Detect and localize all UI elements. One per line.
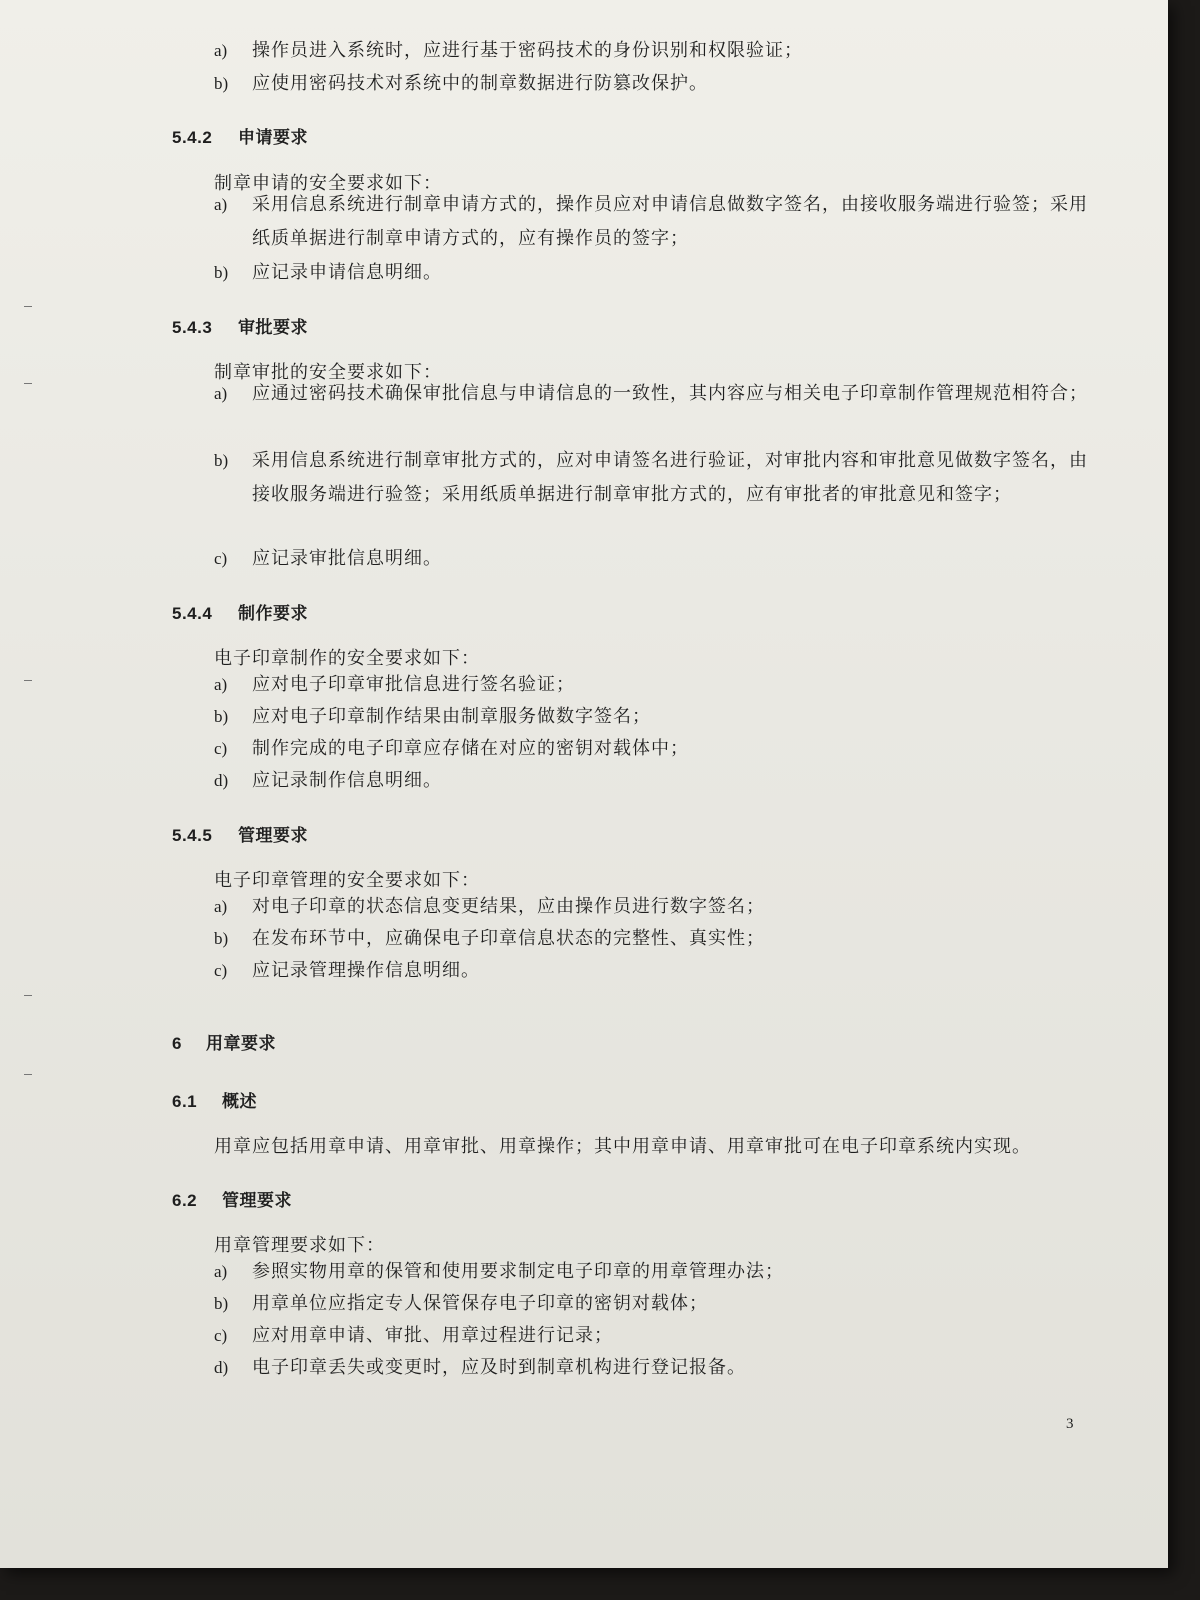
item-text: 应记录审批信息明细。 bbox=[252, 548, 442, 569]
item-text: 对电子印章的状态信息变更结果，应由操作员进行数字签名； bbox=[252, 896, 765, 917]
binding-mark bbox=[24, 995, 32, 996]
item-label: c) bbox=[214, 1326, 228, 1345]
item-label: c) bbox=[214, 739, 228, 758]
section-heading-5-4-4 bbox=[172, 599, 308, 624]
item-text: 采用信息系统进行制章申请方式的，操作员应对申请信息做数字签名，由接收服务端进行验签；采用纸质单据进行制章申请方式的，应有操作员的签字； bbox=[252, 194, 1088, 249]
section-heading-5-4-2 bbox=[172, 123, 308, 148]
list-item bbox=[214, 377, 1094, 411]
section-title: 制作要求 bbox=[238, 604, 308, 624]
item-text: 应使用密码技术对系统中的制章数据进行防篡改保护。 bbox=[252, 73, 708, 94]
section-number: 6.1 bbox=[172, 1092, 198, 1111]
section-number: 5.4.2 bbox=[172, 128, 213, 147]
section-heading-5-4-5 bbox=[172, 821, 308, 846]
item-label: b) bbox=[214, 263, 229, 282]
item-label: c) bbox=[214, 549, 228, 568]
binding-mark bbox=[24, 1074, 32, 1075]
item-text: 应对电子印章制作结果由制章服务做数字签名； bbox=[252, 706, 651, 727]
list-item bbox=[214, 542, 1094, 576]
item-label: a) bbox=[214, 195, 228, 214]
item-text: 应对电子印章审批信息进行签名验证； bbox=[252, 674, 575, 695]
section-heading-5-4-3 bbox=[172, 313, 308, 338]
item-label: b) bbox=[214, 451, 229, 470]
list-item bbox=[214, 890, 1094, 924]
item-text: 操作员进入系统时，应进行基于密码技术的身份识别和权限验证； bbox=[252, 40, 803, 61]
page-number: 3 bbox=[1066, 1416, 1074, 1432]
item-label: d) bbox=[214, 771, 229, 790]
list-item bbox=[214, 954, 1094, 988]
section-title: 审批要求 bbox=[238, 318, 308, 338]
item-label: b) bbox=[214, 74, 229, 93]
section-number: 5.4.4 bbox=[172, 604, 213, 623]
item-text: 应记录制作信息明细。 bbox=[252, 770, 442, 791]
section-title: 概述 bbox=[222, 1092, 257, 1112]
item-text: 应对用章申请、审批、用章过程进行记录； bbox=[252, 1325, 613, 1346]
list-item bbox=[214, 188, 1094, 256]
section-number: 6 bbox=[172, 1034, 182, 1053]
list-item bbox=[214, 732, 1094, 766]
item-text: 应记录管理操作信息明细。 bbox=[252, 960, 480, 981]
list-item bbox=[214, 1287, 1094, 1321]
list-item bbox=[214, 668, 1094, 702]
item-label: b) bbox=[214, 1294, 229, 1313]
item-text: 应通过密码技术确保审批信息与申请信息的一致性，其内容应与相关电子印章制作管理规范相符合； bbox=[252, 383, 1088, 404]
item-label: c) bbox=[214, 961, 228, 980]
section-title: 管理要求 bbox=[238, 826, 308, 846]
list-item bbox=[214, 764, 1094, 798]
section-intro: 电子印章管理的安全要求如下： bbox=[214, 870, 480, 891]
item-label: a) bbox=[214, 675, 228, 694]
section-heading-6-1 bbox=[172, 1087, 257, 1112]
section-title: 申请要求 bbox=[238, 128, 308, 148]
item-text: 采用信息系统进行制章审批方式的，应对申请签名进行验证，对审批内容和审批意见做数字签名，由接收服务端进行验签；采用纸质单据进行制章审批方式的，应有审批者的审批意见和签字； bbox=[252, 450, 1088, 505]
item-text: 制作完成的电子印章应存储在对应的密钥对载体中； bbox=[252, 738, 689, 759]
section-heading-6-2 bbox=[172, 1186, 292, 1211]
list-item bbox=[214, 700, 1094, 734]
list-item bbox=[214, 1319, 1094, 1353]
section-intro: 电子印章制作的安全要求如下： bbox=[214, 648, 480, 669]
list-item bbox=[214, 922, 1094, 956]
section-intro: 制章审批的安全要求如下： bbox=[214, 362, 442, 383]
item-label: a) bbox=[214, 41, 228, 60]
list-item bbox=[214, 444, 1094, 512]
item-label: b) bbox=[214, 929, 229, 948]
item-text: 用章单位应指定专人保管保存电子印章的密钥对载体； bbox=[252, 1293, 708, 1314]
section-title: 管理要求 bbox=[222, 1191, 292, 1211]
item-label: a) bbox=[214, 1262, 228, 1281]
section-intro: 用章管理要求如下： bbox=[214, 1235, 385, 1256]
list-item bbox=[214, 34, 1094, 68]
section-number: 6.2 bbox=[172, 1191, 198, 1210]
list-item bbox=[214, 1255, 1094, 1289]
section-title: 用章要求 bbox=[206, 1034, 276, 1054]
item-label: d) bbox=[214, 1358, 229, 1377]
section-heading-6 bbox=[172, 1029, 276, 1054]
list-item bbox=[214, 256, 1094, 290]
section-number: 5.4.5 bbox=[172, 826, 213, 845]
section-paragraph: 用章应包括用章申请、用章审批、用章操作；其中用章申请、用章审批可在电子印章系统内实现。 bbox=[214, 1136, 1031, 1157]
binding-mark bbox=[24, 306, 32, 307]
item-label: a) bbox=[214, 384, 228, 403]
list-item bbox=[214, 67, 1094, 101]
item-label: a) bbox=[214, 897, 228, 916]
item-text: 应记录申请信息明细。 bbox=[252, 262, 442, 283]
section-number: 5.4.3 bbox=[172, 318, 213, 337]
item-label: b) bbox=[214, 707, 229, 726]
item-text: 电子印章丢失或变更时，应及时到制章机构进行登记报备。 bbox=[252, 1357, 746, 1378]
section-intro: 制章申请的安全要求如下： bbox=[214, 173, 442, 194]
binding-mark bbox=[24, 680, 32, 681]
binding-mark bbox=[24, 383, 32, 384]
item-text: 在发布环节中，应确保电子印章信息状态的完整性、真实性； bbox=[252, 928, 765, 949]
item-text: 参照实物用章的保管和使用要求制定电子印章的用章管理办法； bbox=[252, 1261, 784, 1282]
list-item bbox=[214, 1351, 1094, 1385]
